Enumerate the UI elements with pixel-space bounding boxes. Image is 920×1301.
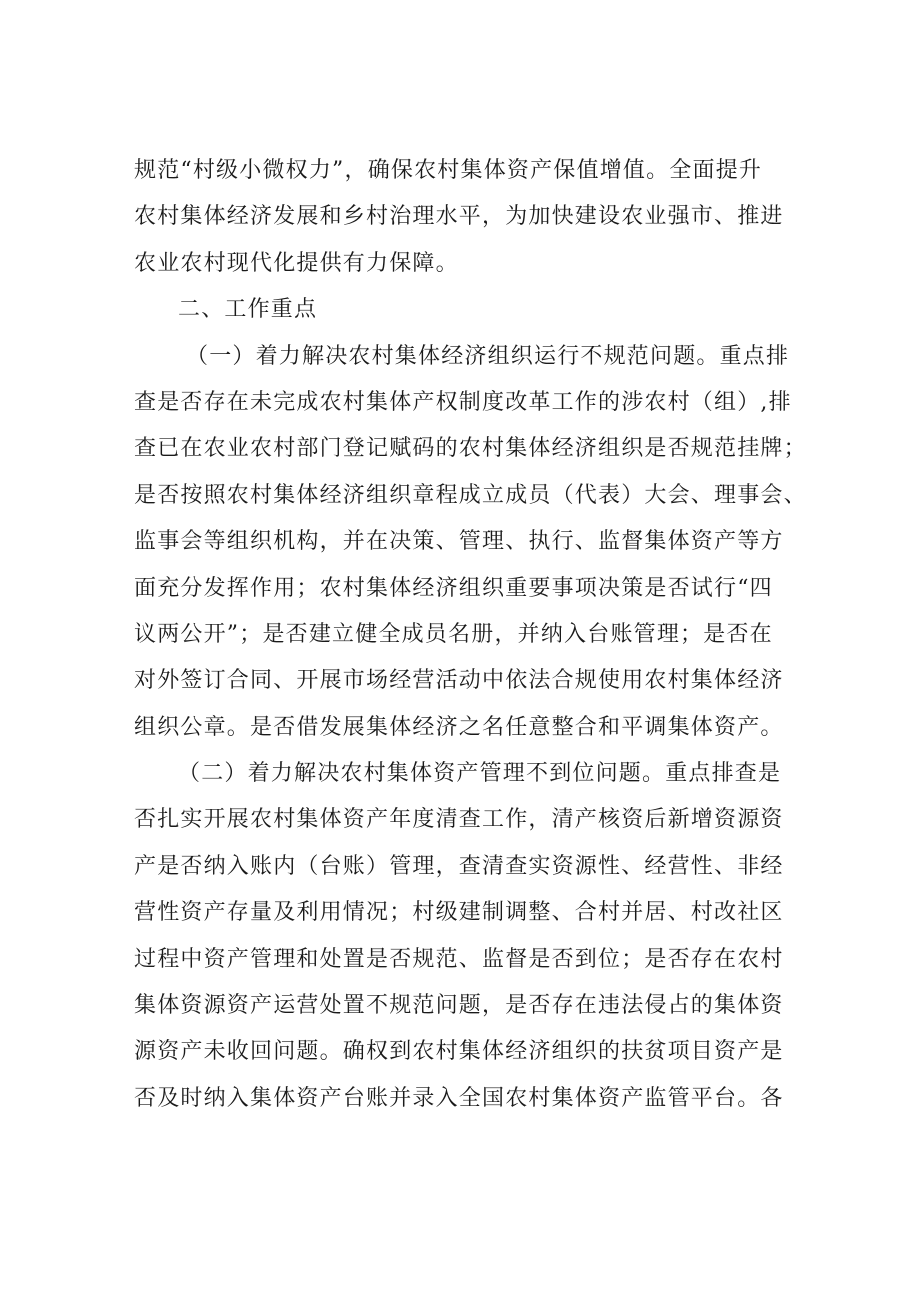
intro-paragraph: [134, 148, 798, 287]
text-line: 面充分发挥作用；农村集体经济组织重要事项决策是否试行“四: [134, 575, 773, 601]
document-body: [134, 148, 807, 1122]
text-line: 是否按照农村集体经济组织章程成立成员（代表）大会、理事会、: [134, 482, 807, 508]
text-line: 否及时纳入集体资产台账并录入全国农村集体资产监管平台。各: [134, 1085, 784, 1111]
text-line: 农村集体经济发展和乡村治理水平，为加快建设农业强市、推进: [134, 204, 784, 230]
text-line: 农业农村现代化提供有力保障。: [134, 250, 459, 276]
text-line: 议两公开”；是否建立健全成员名册，并纳入台账管理；是否在: [134, 621, 773, 647]
text-line: 对外签订合同、开展市场经营活动中依法合规使用农村集体经济: [134, 668, 784, 694]
text-line: （一）着力解决农村集体经济组织运行不规范问题。重点排: [186, 343, 790, 369]
section-heading: [134, 287, 798, 333]
text-line: 查是否存在未完成农村集体产权制度改革工作的涉农村（组）,排: [134, 389, 792, 415]
text-line: 集体资源资产运营处置不规范问题，是否存在违法侵占的集体资: [134, 993, 784, 1019]
text-line: （二）着力解决农村集体资产管理不到位问题。重点排查是: [178, 761, 782, 787]
section-heading-text: 二、工作重点: [178, 297, 318, 323]
text-line: 产是否纳入账内（台账）管理，查清查实资源性、经营性、非经: [134, 853, 784, 879]
text-line: 规范“村级小微权力”，确保农村集体资产保值增值。全面提升: [134, 158, 763, 183]
text-line: 营性资产存量及利用情况；村级建制调整、合村并居、村改社区: [134, 900, 784, 926]
text-line: 源资产未收回问题。确权到农村集体经济组织的扶贫项目资产是: [134, 1039, 784, 1065]
paragraph-1: [134, 334, 807, 752]
text-line: 过程中资产管理和处置是否规范、监督是否到位；是否存在农村: [134, 946, 784, 972]
text-line: 组织公章。是否借发展集体经济之名任意整合和平调集体资产。: [134, 714, 784, 740]
text-line: 否扎实开展农村集体资产年度清查工作，清产核资后新增资源资: [134, 807, 784, 833]
text-line: 查已在农业农村部门登记赋码的农村集体经济组织是否规范挂牌；: [134, 436, 807, 462]
text-line: 监事会等组织机构，并在决策、管理、执行、监督集体资产等方: [134, 529, 784, 555]
paragraph-2: [134, 751, 798, 1122]
